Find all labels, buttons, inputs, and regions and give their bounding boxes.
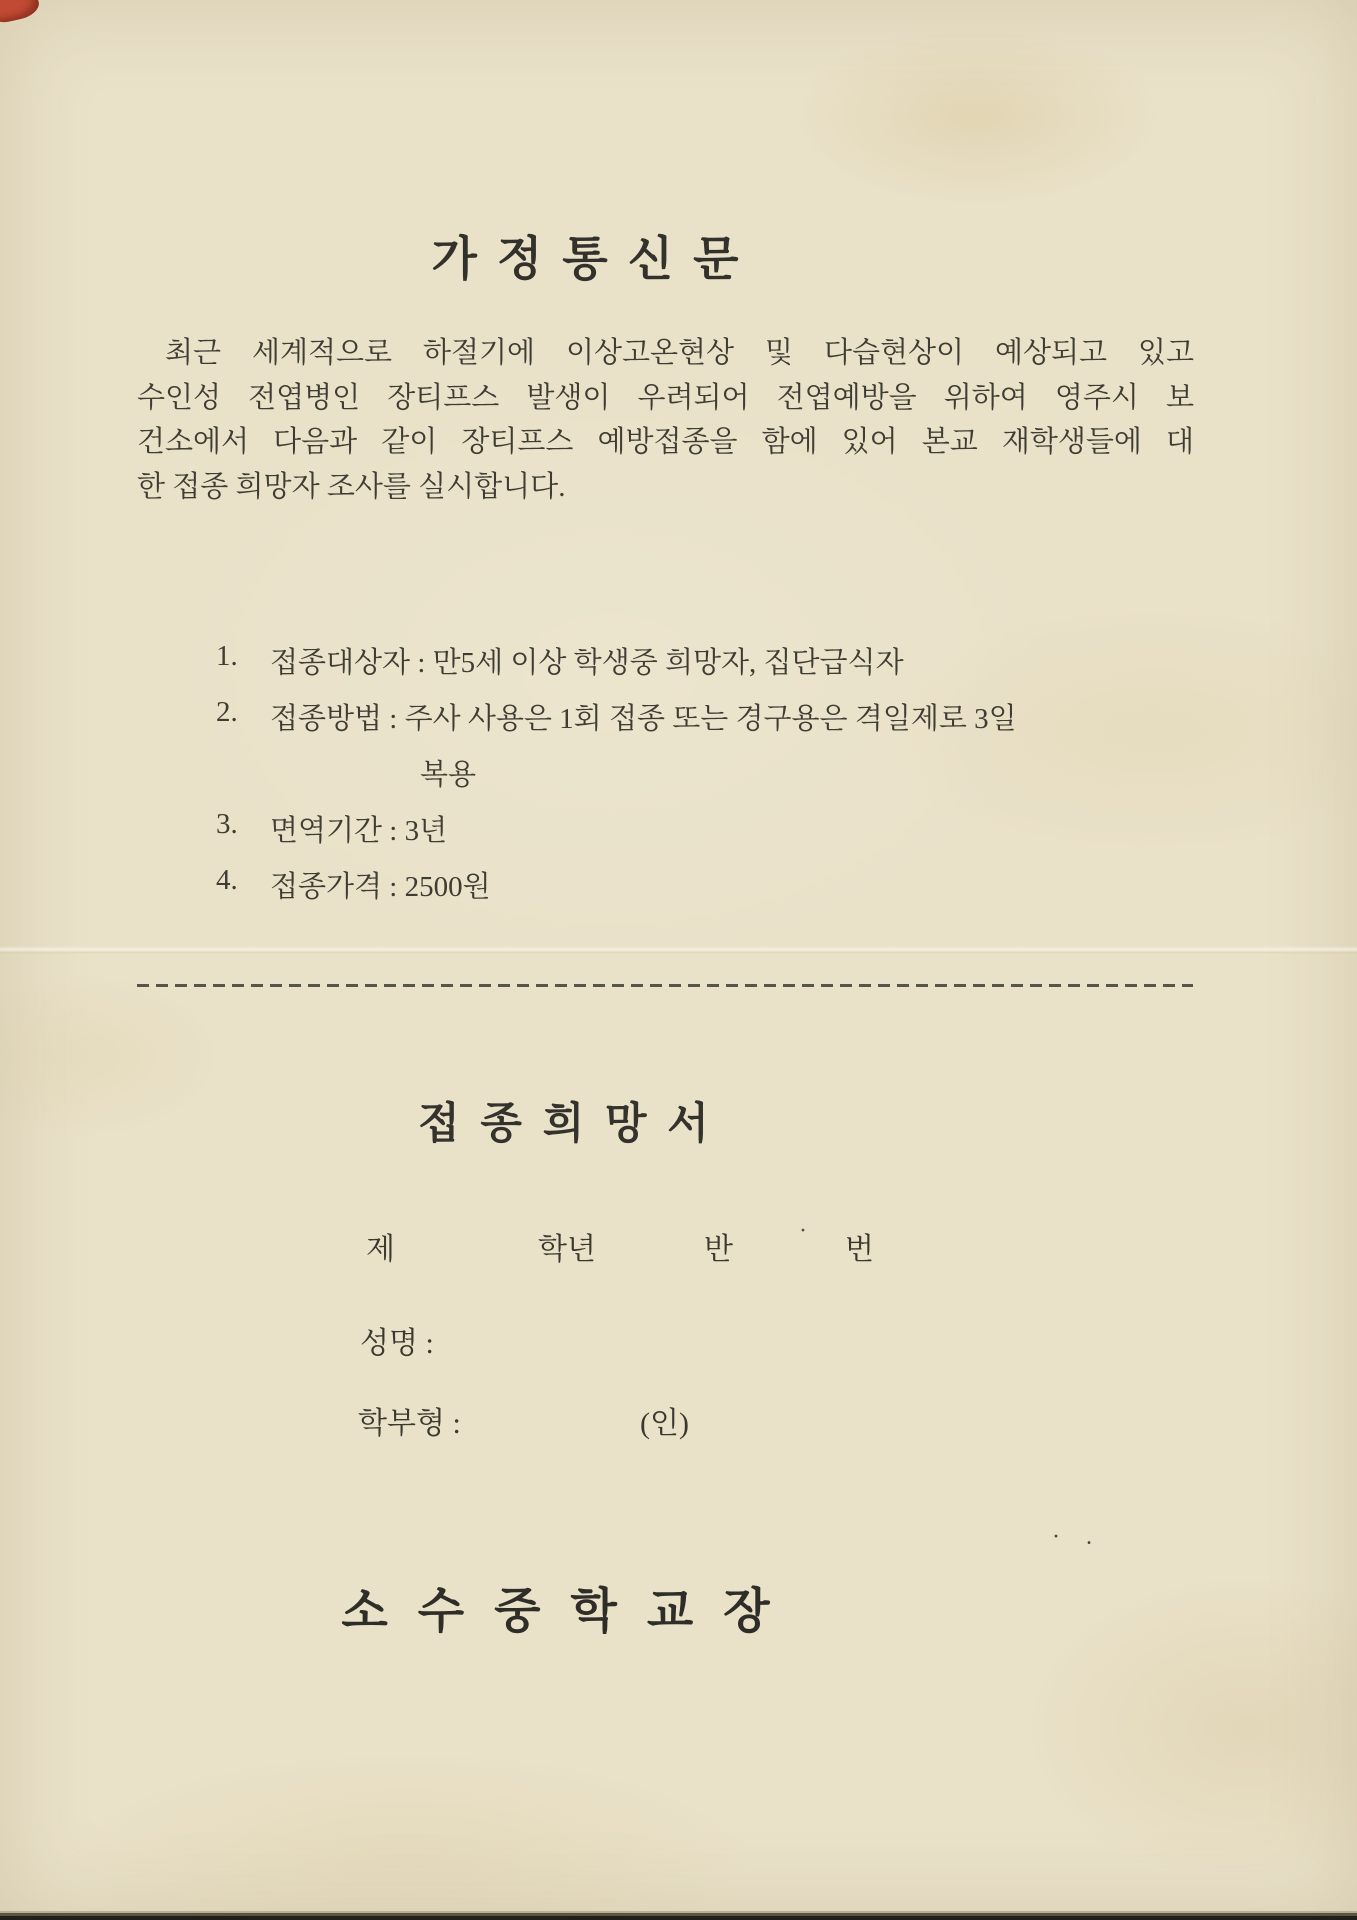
grade-year-label: 학년 [538,1233,596,1266]
list-item [216,696,1076,752]
separator-dot: · [799,1218,807,1244]
paper-fold-crease [0,946,1357,954]
form-title: 접 종 희 망 서 [418,1101,714,1148]
dashed-cutoff-line [137,984,1193,987]
body-line: 수인성 전엽병인 장티프스 발생이 우려되어 전엽예방을 위하여 영주시 보 [137,381,1194,414]
list-item [216,864,1076,920]
list-item [216,640,1076,696]
notice-title: 가정통신문 [431,234,759,286]
notice-list [216,640,1076,920]
stray-ink-dots: · . [1052,1524,1102,1550]
body-line: 최근 세계적으로 하절기에 이상고온현상 및 다습현상이 예상되고 있고 [165,337,1194,369]
list-item-text: 접종대상자 : 만5세 이상 학생중 희망자, 집단급식자 [270,647,904,679]
bottom-scan-edge [0,1908,1357,1920]
notice-body [137,331,1194,509]
red-corner-stain [0,0,41,25]
grade-prefix-label: 제 [366,1233,395,1266]
list-item-number: 1. [216,640,238,672]
body-line: 한 접종 희망자 조사를 실시합니다. [137,470,566,503]
list-item-text: 접종방법 : 주사 사용은 1회 접종 또는 경구용은 격일제로 3일 [270,703,1017,735]
list-item [216,808,1076,864]
seal-placeholder: (인) [640,1407,689,1440]
list-item-text: 접종가격 : 2500원 [270,871,491,903]
list-item-text: 복용 [420,759,477,791]
list-item-number: 2. [216,696,238,728]
class-label: 반 [704,1233,733,1266]
list-item-number: 4. [216,864,238,896]
body-line: 건소에서 다음과 같이 장티프스 예방접종을 함에 있어 본교 재학생들에 대 [137,426,1194,458]
list-item-text: 면역기간 : 3년 [270,815,448,847]
list-item-number: 3. [216,808,238,840]
grade-class-number-line [0,1218,1357,1270]
principal-signature: 소 수 중 학 교 장 [341,1585,779,1638]
name-field-label: 성명 : [360,1327,434,1360]
student-number-label: 번 [845,1233,874,1266]
guardian-field-label: 학부형 : [358,1407,461,1440]
list-item-continuation [216,752,1076,808]
